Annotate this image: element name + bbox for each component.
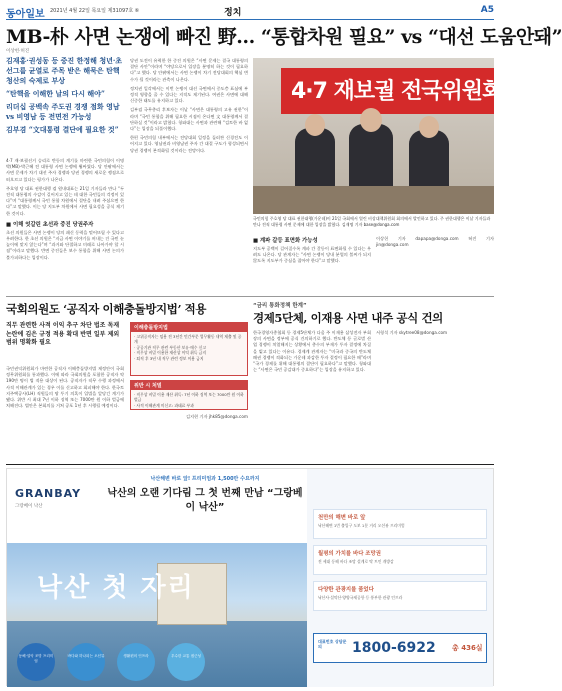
story2-body: 국민권익위원회가 마련한 공직자 이해충돌방지법 제정안이 국회 정무위원회를 통과했다. 이에 따라 국회의원을 포함한 공직자 약 190만 명이 법 적용 대상이 된다. 공직자가 직무 수행 과정에서 사적 이해관계가 있는 경우 이를 신고하고 회피해야 한다. 한국토지주택공사(LH) 직원들의 땅 투기 의혹이 입법을 앞당긴 계기가 됐다. 위반 시 최대 7년 이하 징역 또는 7000만 원 이하 벌금에 처해진다. 법안은 본회의를 거쳐 공포 1년 후 시행될 예정이다.	[6, 366, 124, 409]
photo-caption: 국민의힘 주호영 당 대표 권한대행(가운데)이 21일 국회에서 열린 비상대책위원회 회의에서 발언하고 있다. 주 권한대행은 이날 기자들과 만나 전직 대통령 사면 문제에 대한 입장을 밝혔다. 김재명 기자 base@donga.com	[253, 216, 491, 227]
lead-body-col3	[253, 236, 371, 265]
story3-body: 한국경영자총협회 등 경제5단체가 다음 주 이재용 삼성전자 부회장의 사면을 정부에 공식 건의하기로 했다. 반도체 등 글로벌 산업 경쟁이 치열해지는 상황에서 총수의 부재가 투자 결정에 차질을 빚고 있다는 이유다. 경제계 관계자는 “미국과 중국의 반도체 패권 경쟁이 격화되는 가운데 과감한 투자 결정이 필요한 때”라며 “국가 경제를 위해 대통령의 결단이 필요하다”고 말했다. 청와대는 “사면은 국민 공감대가 중요하다”는 입장을 유지하고 있다.	[253, 330, 371, 373]
infobox-item: · 직무상 비밀 이용한 재산상 이익 취득 금지	[134, 350, 207, 356]
lead-deck: 리더십 공백속 주도권 경쟁 점화 영남 vs 비영남 등 전면전 가능성	[6, 102, 120, 121]
ad-feature-desc: 낙산사·설악산·양양국제공항 등 풍부한 관광 인프라	[318, 595, 403, 600]
ad-feature-title: 천만의 해변 바로 앞	[318, 515, 366, 521]
story2-deck: 직무 관련한 사적 이익 추구 차단 법조 독재 논란에 김은 규정 적용 확대 반면 일부 제외 범위 명확화 필요	[6, 322, 120, 347]
lead-deck: “탄핵을 이해한 날의 다시 해야”	[6, 89, 105, 98]
ad-hero-text: 낙산 첫 자리	[37, 573, 195, 603]
ad-features-panel	[307, 469, 493, 687]
person-figure	[349, 124, 393, 190]
paragraph: 4·7 재·보궐선거 승리로 반등의 계기를 마련한 국민의힘이 이명박(MB)·박근혜 전 대통령 사면 논쟁에 휩싸였다. 당 안팎에서는 사면 문제가 차기 대선 주자 경쟁과 당권 경쟁의 새로운 쟁점으로 떠오르고 있다는 평가가 나온다.	[6, 158, 124, 182]
ad-feature-circle: 우수한 교통 접근성	[167, 643, 205, 681]
ad-feature-circle: 생활편의 인프라	[117, 643, 155, 681]
ad-units: 총 436실	[452, 644, 483, 652]
page-number: A5	[480, 5, 494, 15]
story3-title: 경제5단체, 이재용 사면 내주 공식 건의	[253, 311, 443, 325]
story3-byline: 서형석 기자 skytree08@donga.com	[376, 330, 448, 335]
ad-brand-block	[7, 469, 101, 543]
ad-hero-image	[7, 543, 307, 687]
issue-date: 2021년 4월 22일 목요일 제31097호 ⑥	[50, 8, 140, 14]
ad-phone: 1800-6922	[352, 640, 436, 656]
ad-title: 낙산의 오랜 기다림 그 첫 번째 만남 “그랑베이 낙산”	[107, 488, 303, 513]
penalty-item: · 직무상 비밀 이용 재산 취득: 7년 이하 징역 또는 7000만 원 이하 벌금	[134, 392, 244, 403]
infobox-item: · 공공기관 직무 관련 부동산 보유·매수 신고	[134, 344, 207, 350]
lead-decks	[6, 56, 124, 135]
story3-kicker: “금리 통화정책 한계”	[253, 303, 307, 309]
newspaper-logo: 동아일보	[6, 9, 45, 20]
ad-feature-desc: 낙산해변 1번 출입구 도보 1분 거리 오션뷰 프리미엄	[318, 523, 405, 528]
ad-feature-row	[313, 545, 487, 575]
penalty-item: · 사적 이해관계 미신고: 과태료 부과	[134, 402, 194, 408]
ad-brand: GRANBAY	[15, 487, 82, 500]
lead-photo	[253, 58, 503, 214]
lead-body-col2	[130, 58, 248, 154]
lead-deck: 김부겸 “文대통령 결단에 필요한 것”	[6, 125, 119, 134]
penalty-box-title: 위반 시 처벌	[131, 381, 247, 390]
paragraph: 주호영 당 대표 권한대행 겸 원내대표는 21일 기자들과 만나 “두 전직 대통령의 수감이 길어지고 있는 데 대한 국민들의 걱정이 있다”며 “대통령께서 국민 통합 차원에서 결단을 내려 주셨으면 한다”고 말했다. 이는 당 지도부 차원에서 사면 필요성을 공식 제기한 것이다.	[6, 185, 124, 216]
person-head	[419, 116, 439, 138]
person-head	[360, 108, 382, 132]
paragraph: 이상헌 기자 dapapa@donga.com 허진 기자 jin@donga.com	[376, 236, 494, 248]
story2-penalty-box	[130, 380, 248, 410]
paragraph: 김부겸 국무총리 후보자는 이날 “사면은 대통령의 고유 권한”이라며 “국민 통합을 위해 필요한 시점이 온다면 文 대통령께서 결단하실 것”이라고 밝혔다. 청와대는 사면과 관련해 “검토한 바 없다”는 입장을 되풀이했다.	[130, 107, 248, 132]
ad-brand-sub: 그랑베이 낙산	[15, 504, 43, 509]
paragraph: 당권 도전이 유력한 한 중진 의원은 “사면 문제는 결국 대통령의 결단 사안”이라며 “야당으로서 입장을 분명히 하는 것이 필요하다”고 했다. 당 안팎에서는 사면 논쟁이 차기 전당대회의 핵심 변수가 될 것이라는 관측이 나온다.	[130, 58, 248, 82]
section-name: 정치	[224, 8, 242, 18]
ad-feature-desc: 전 세대 동해 바다 조망 설계로 탁 트인 개방감	[318, 559, 394, 564]
infobox-item: · 퇴직 후 3년 내 직무 관련 정보 이용 금지	[134, 355, 204, 361]
section-divider	[6, 296, 494, 297]
story2-title: 국회의원도 ‘공직자 이해충돌방지법’ 적용	[6, 302, 207, 316]
ad-divider	[6, 464, 494, 465]
ad-tagline: 낙산해변 바로 앞! 프리미엄과 1,500만 수요까지	[150, 476, 260, 482]
ad-feature-title: 다양한 관광지를 품었다	[318, 587, 374, 593]
photo-banner-text: 4·7 재보궐 전국위원회	[291, 79, 503, 104]
paragraph: 한편 국민의힘 내부에서는 전당대회 일정을 둘러싼 신경전도 이어지고 있다. 영남권과 비영남권 주자 간 대결 구도가 형성되면서 당권 경쟁이 본격화될 것이라는 전망이다.	[130, 135, 248, 153]
subheading: ■ 계파 갈등 표면화 가능성	[253, 238, 318, 244]
masthead	[6, 4, 494, 20]
paragraph: 정치권 일각에서는 이번 논쟁이 대선 국면에서 중도층 표심에 부정적 영향을 줄 수 있다는 지적도 제기된다. 여권은 사면에 대해 신중한 태도를 유지하고 있다.	[130, 85, 248, 104]
lead-headline: MB-朴 사면 논쟁에 빠진 野… “통합차원 필요” vs “대선 도움안돼”	[6, 26, 562, 48]
story2-byline: 김지현 기자 jhk85@donga.com	[185, 414, 248, 419]
lead-byline: 이상헌·허진	[6, 49, 30, 54]
paragraph: 지도부 공백이 길어질수록 계파 간 갈등이 표면화될 수 있다는 우려도 나온다. 당 관계자는 “사면 논쟁이 당내 분열의 불씨가 되지 않도록 지도부가 중심을 잡아야 한다”고 말했다.	[253, 246, 371, 264]
infobox-title: 이해충돌방지법	[131, 323, 247, 332]
ad-feature-row	[313, 581, 487, 611]
ad-feature-title: 월평의 가치를 바다 조망권	[318, 551, 381, 557]
advertisement	[6, 468, 494, 686]
lead-body-col4	[376, 236, 494, 248]
subheading: ■ 이해 엇갈린 초선과 중진 당권주자	[6, 221, 94, 228]
lead-deck: 김재홍·권성동 등 중진 한정해 청년·초선그룹 균열로 주목 받은 해묵은 탄핵 청산의 숙제로 부상	[6, 56, 123, 85]
paragraph: 초선 의원들은 사면 논쟁이 당의 쇄신 동력을 떨어뜨릴 수 있다고 우려한다. 한 초선 의원은 “지금 사면 이야기를 꺼내는 건 국민 눈높이에 맞지 않는다”며 “과거와 단절하고 미래로 나아가야 할 시점”이라고 말했다. 반면 중진들은 보수 통합을 위해 사면 논의가 불가피하다는 입장이다.	[6, 229, 124, 260]
ad-feature-circle: 동해·설악 조망 프리미엄	[17, 643, 55, 681]
lead-body-col1	[6, 158, 124, 261]
ad-contact-box	[313, 633, 487, 663]
ad-phone-label: 대표번호 상담문의	[318, 639, 347, 649]
story2-infobox	[130, 322, 248, 376]
person-head	[305, 114, 325, 136]
person-figure	[295, 128, 335, 190]
infobox-item: · 고위공직자는 임용 전 3년간 민간부문 업무활동 내역 제출 및 공개	[134, 334, 242, 345]
person-figure	[409, 130, 449, 190]
ad-feature-row	[313, 509, 487, 539]
desk	[253, 186, 494, 214]
ad-feature-circle: 바다와 하나되는 오션뷰	[67, 643, 105, 681]
